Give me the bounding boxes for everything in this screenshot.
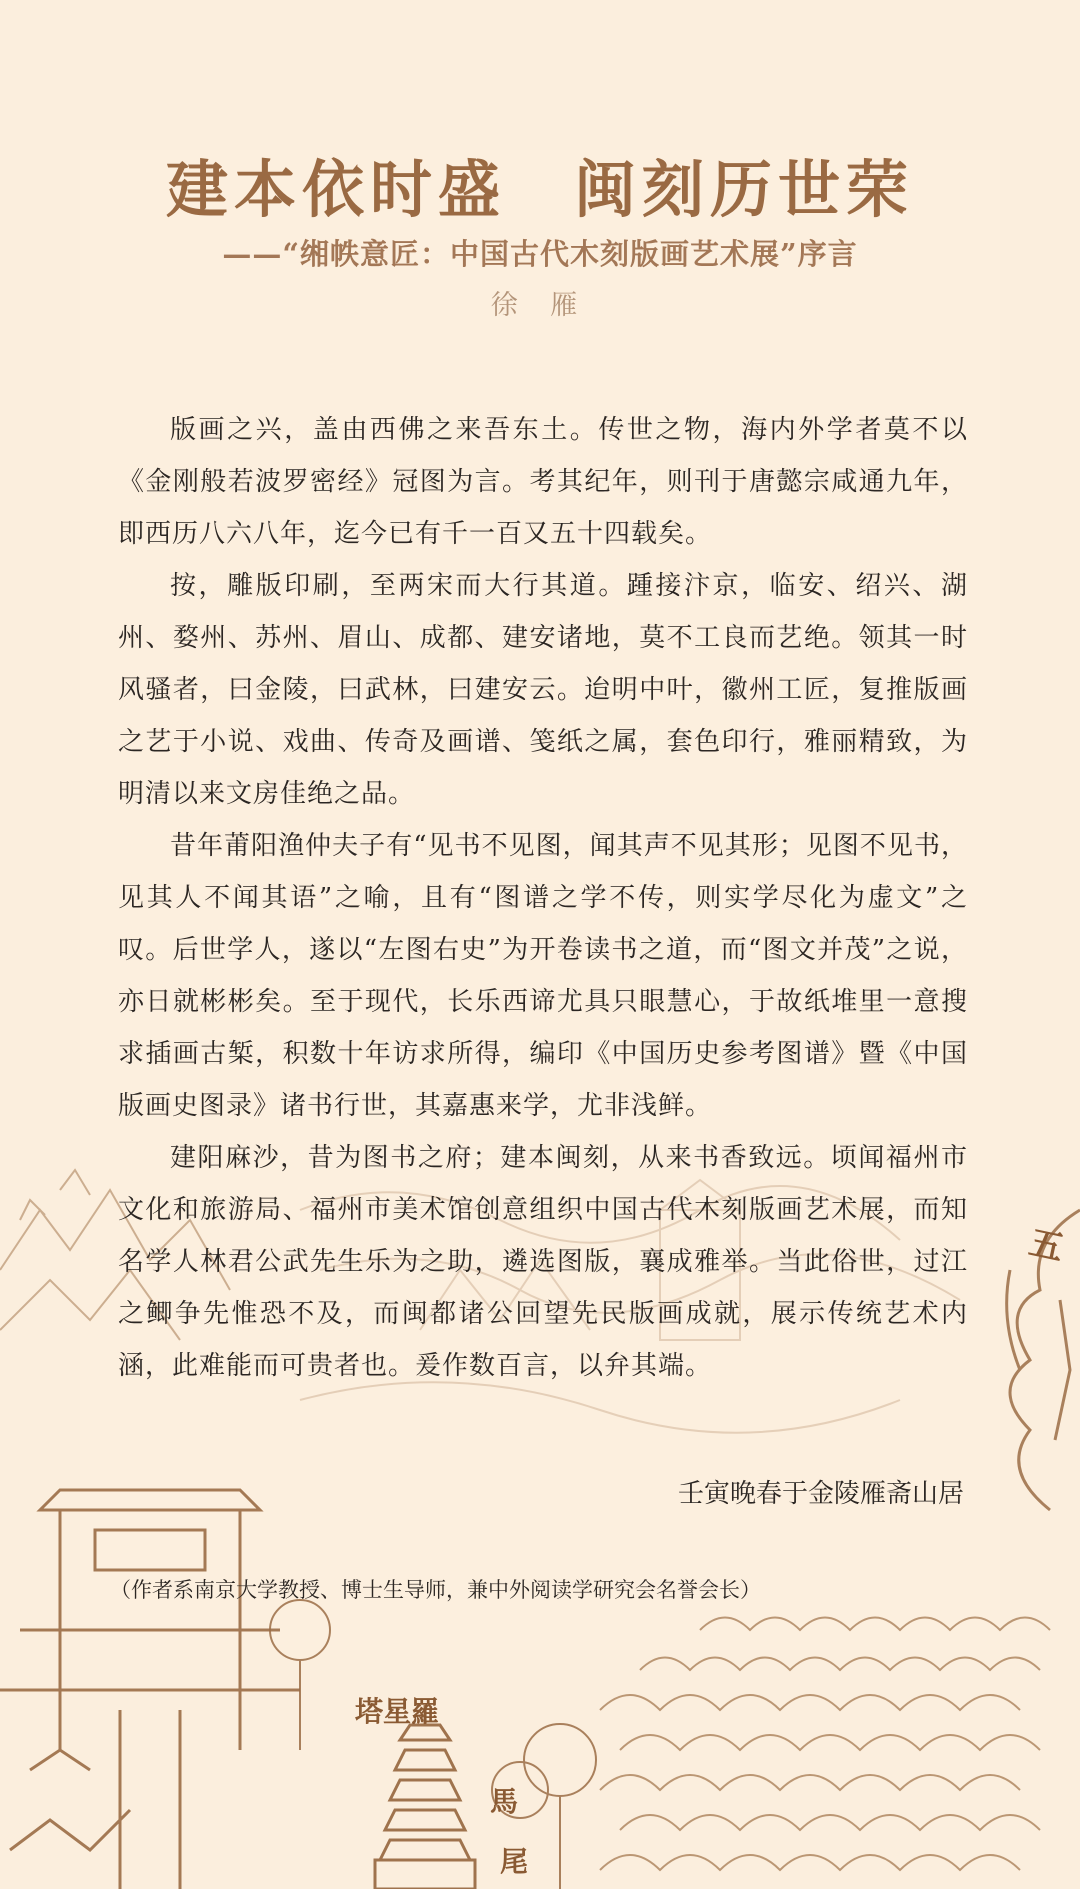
paragraph: 昔年莆阳渔仲夫子有“见书不见图，闻其声不见其形；见图不见书，见其人不闻其语”之喻，且有“图谱之学不传，则实学尽化为虚文”之叹。后世学人，遂以“左图右史”为开卷读书之道，而“图文并茂”之说，亦日就彬彬矣。至于现代，长乐西谛尤具只眼慧心，于故纸堆里一意搜求插画古椠，积数十年访求所得，编印《中国历史参考图谱》暨《中国版画史图录》诸书行世，其嘉惠来学，尤非浅鲜。 [118,831,968,1121]
author-name: 徐 雁 [490,290,590,321]
paragraph: 建阳麻沙，昔为图书之府；建本闽刻，从来书香致远。顷闻福州市文化和旅游局、福州市美术馆创意组织中国古代木刻版画艺术展，而知名学人林君公武先生乐为之助，遴选图版，襄成雅举。当此俗世，过江之鲫争先惟恐不及，而闽都诸公回望先民版画成就，展示传统艺术内涵，此难能而可贵者也。爰作数百言，以弁其端。 [118,1143,968,1381]
page-title: 建本依时盛 闽刻历世荣 [165,153,914,226]
map-label-ma: 馬 [490,1785,519,1818]
author-note: （作者系南京大学教授、博士生导师，兼中外阅读学研究会名誉会长） [110,1578,761,1602]
paragraph: 版画之兴，盖由西佛之来吾东土。传世之物，海内外学者莫不以《金刚般若波罗密经》冠图为言。考其纪年，则刊于唐懿宗咸通九年，即西历八六八年，迄今已有千一百又五十四载矣。 [118,415,968,549]
map-label-luoxingta: 塔星羅 [355,1695,440,1728]
preface-body [118,404,968,1392]
map-label-wei: 尾 [500,1845,529,1878]
paragraph: 按，雕版印刷，至两宋而大行其道。踵接汴京，临安、绍兴、湖州、婺州、苏州、眉山、成都、建安诸地，莫不工良而艺绝。领其一时风骚者，曰金陵，曰武林，曰建安云。迨明中叶，徽州工匠，复推版画之艺于小说、戏曲、传奇及画谱、笺纸之属，套色印行，雅丽精致，为明清以来文房佳绝之品。 [118,571,968,809]
page-subtitle: ——“缃帙意匠：中国古代木刻版画艺术展”序言 [222,237,858,271]
signature-line: 壬寅晚春于金陵雁斋山居 [677,1479,964,1509]
map-label-wu: 五 [1025,1222,1068,1270]
